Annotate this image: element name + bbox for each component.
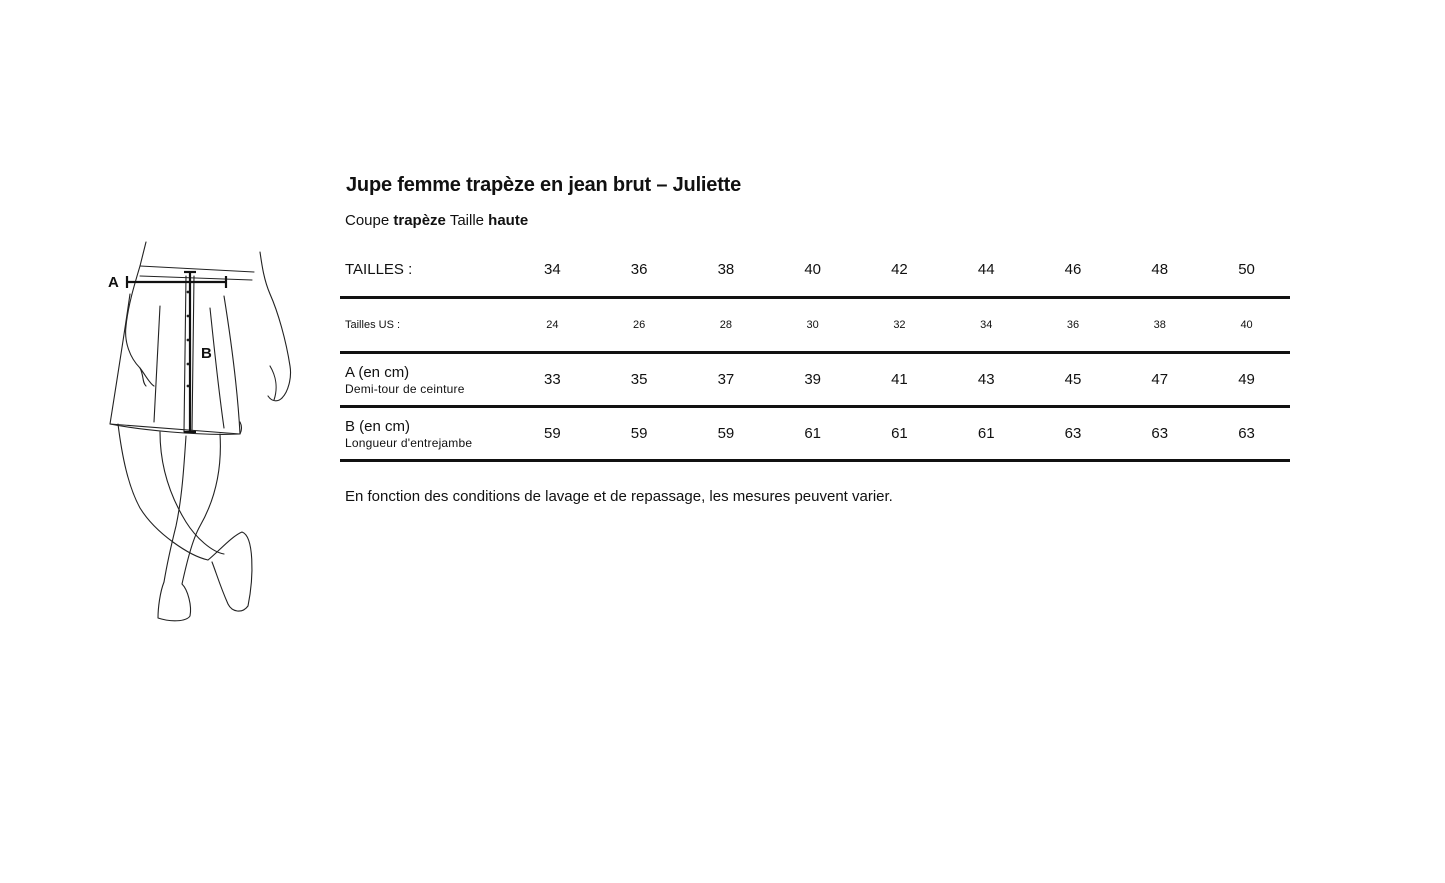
size-cell: 44 — [943, 244, 1030, 297]
measure-a-cell: 43 — [943, 352, 1030, 406]
measure-a-cell: 37 — [683, 352, 770, 406]
measure-b-cell: 63 — [1116, 406, 1203, 460]
coupe-prefix: Coupe — [345, 212, 390, 229]
taille-value: haute — [488, 212, 529, 229]
size-cell: 34 — [509, 244, 596, 297]
us-sizes-label: Tailles US : — [340, 297, 509, 352]
us-size-cell: 40 — [1203, 297, 1290, 352]
table-row-us-sizes — [340, 297, 1290, 352]
us-size-cell: 38 — [1116, 297, 1203, 352]
size-cell: 40 — [769, 244, 856, 297]
table-row-sizes — [340, 244, 1290, 297]
subtitle — [345, 212, 528, 229]
table-row-measure-b — [340, 406, 1290, 460]
measure-b-cell: 59 — [509, 406, 596, 460]
size-cell: 38 — [683, 244, 770, 297]
taille-prefix: Taille — [449, 212, 484, 229]
measure-a-cell: 35 — [596, 352, 683, 406]
size-cell: 48 — [1116, 244, 1203, 297]
us-size-cell: 36 — [1030, 297, 1117, 352]
page-title: Jupe femme trapèze en jean brut – Juliette — [346, 174, 742, 196]
measure-b-cell: 63 — [1203, 406, 1290, 460]
measure-a-row-label — [340, 352, 509, 406]
measure-b-description: Longueur d'entrejambe — [345, 435, 473, 450]
measure-a-description: Demi-tour de ceinture — [345, 381, 465, 396]
measure-b-label: B — [201, 345, 212, 362]
us-size-cell: 28 — [683, 297, 770, 352]
measure-a-cell: 41 — [856, 352, 943, 406]
measure-a-cell: 49 — [1203, 352, 1290, 406]
sizes-label: TAILLES : — [340, 244, 509, 297]
measure-b-cell: 61 — [943, 406, 1030, 460]
measure-a-label: A — [108, 274, 119, 291]
measure-a-cell: 33 — [509, 352, 596, 406]
size-cell: 36 — [596, 244, 683, 297]
measure-b-cell: 59 — [596, 406, 683, 460]
measure-b-row-label — [340, 406, 509, 460]
measure-b-cell: 59 — [683, 406, 770, 460]
measure-a-cell: 39 — [769, 352, 856, 406]
size-cell: 46 — [1030, 244, 1117, 297]
size-cell: 42 — [856, 244, 943, 297]
skirt-illustration — [100, 236, 300, 628]
us-size-cell: 24 — [509, 297, 596, 352]
coupe-value: trapèze — [393, 212, 446, 229]
us-size-cell: 30 — [769, 297, 856, 352]
size-cell: 50 — [1203, 244, 1290, 297]
care-note: En fonction des conditions de lavage et de repassage, les mesures peuvent varier. — [345, 488, 893, 505]
measure-b-cell: 61 — [856, 406, 943, 460]
measure-a-title: A (en cm) — [345, 363, 410, 381]
table-row-measure-a — [340, 352, 1290, 406]
measure-b-title: B (en cm) — [345, 417, 411, 435]
measure-b-cell: 63 — [1030, 406, 1117, 460]
size-table — [340, 244, 1290, 462]
measure-a-cell: 45 — [1030, 352, 1117, 406]
measure-b-cell: 61 — [769, 406, 856, 460]
us-size-cell: 26 — [596, 297, 683, 352]
us-size-cell: 34 — [943, 297, 1030, 352]
measure-a-cell: 47 — [1116, 352, 1203, 406]
us-size-cell: 32 — [856, 297, 943, 352]
